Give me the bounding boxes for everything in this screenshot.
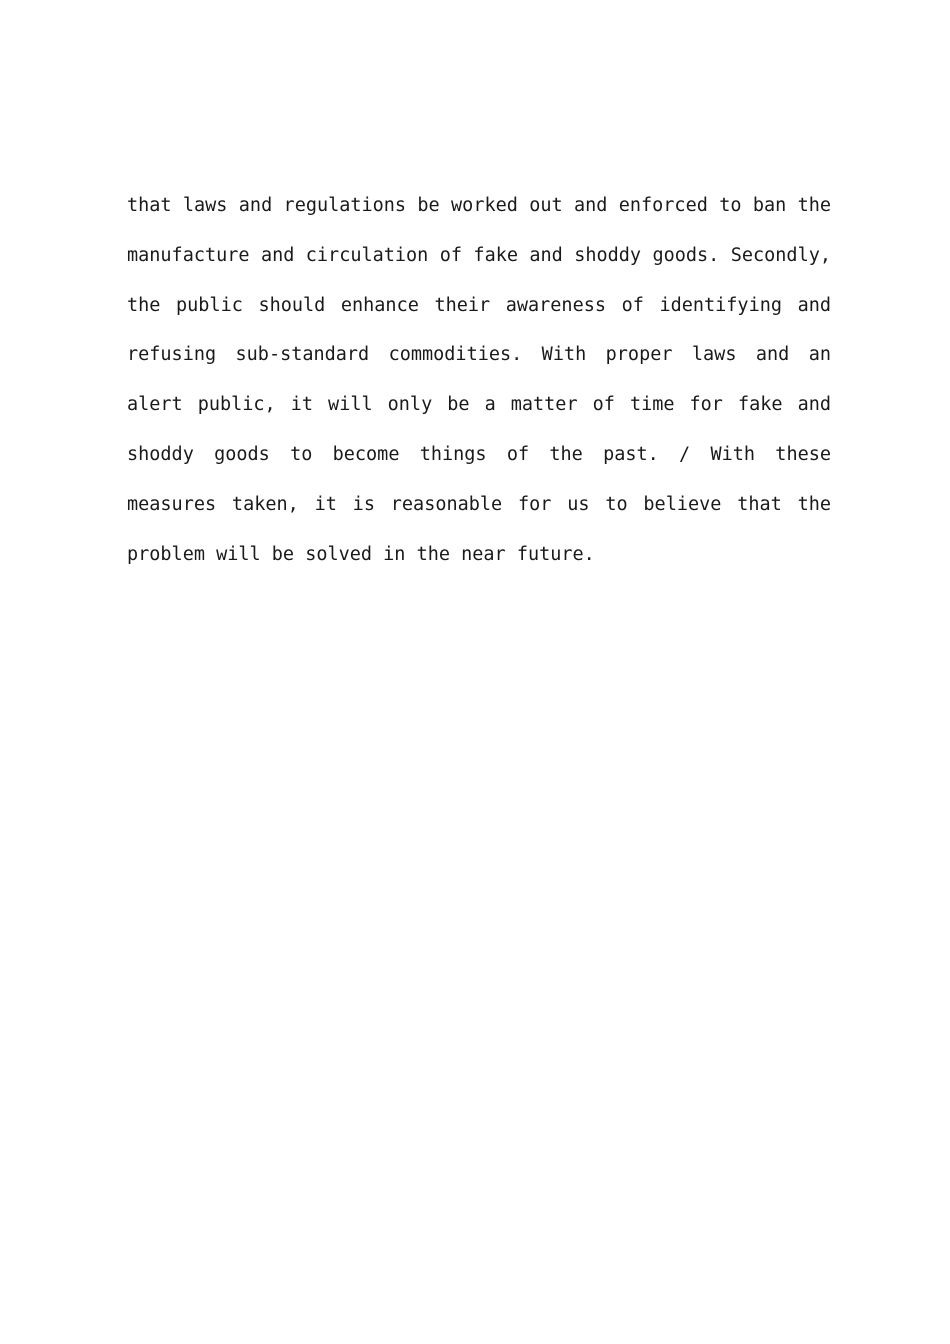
- paragraph-line: problem will be solved in the near future.: [127, 543, 595, 565]
- paragraph-line: alert public, it will only be a matter of time for fake and: [127, 394, 831, 416]
- paragraph-line: refusing sub-standard commodities. With proper laws and an: [127, 344, 831, 366]
- paragraph-line: shoddy goods to become things of the past. / With these: [127, 443, 831, 465]
- paragraph-line: measures taken, it is reasonable for us to believe that the: [127, 493, 831, 515]
- paragraph-line: the public should enhance their awareness of identifying and: [127, 294, 831, 316]
- paragraph-line: manufacture and circulation of fake and shoddy goods. Secondly,: [127, 244, 831, 266]
- paragraph-line: that laws and regulations be worked out and enforced to ban the: [127, 195, 831, 216]
- body-paragraph: [127, 188, 831, 586]
